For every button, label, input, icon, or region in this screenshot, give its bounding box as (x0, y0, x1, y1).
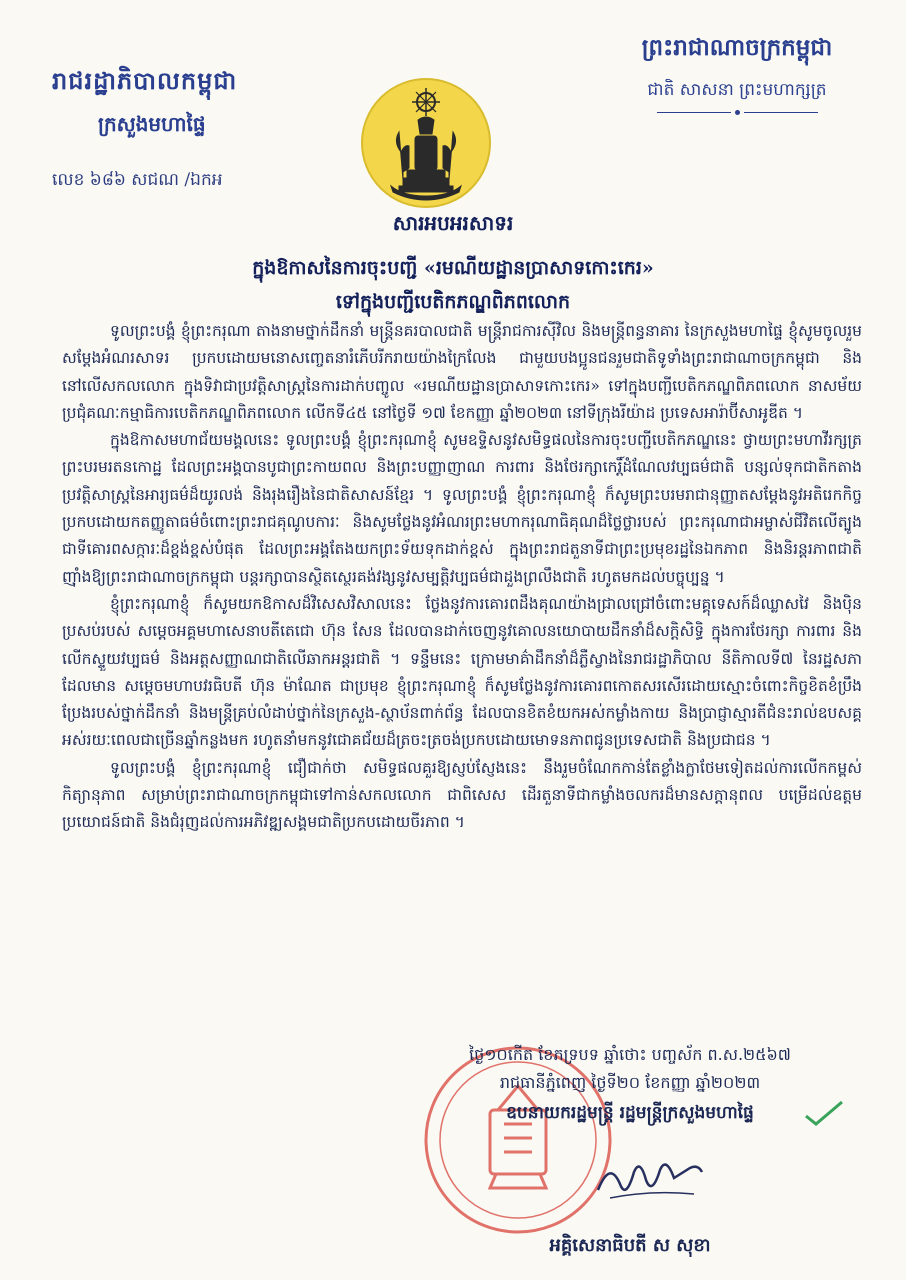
subject-line-1: ក្នុងឱកាសនៃការចុះបញ្ជី «រមណីយដ្ឋានប្រាសាទកោះកេរ» (252, 257, 654, 279)
paragraph-4: ទូលព្រះបង្គំ ខ្ញុំព្រះករុណាខ្ញុំ ជឿជាក់ថា សមិទ្ធផលគួរឱ្យស្ញប់ស្ញែងនេះ នឹងរួមចំណែកកាន់តែខ្លាំងក្លាថែមទៀតដល់ការលើកកម្ពស់កិត្យានុភាព សម្រាប់ព្រះរាជាណាចក្រកម្ពុជាទៅកាន់សកលលោក ជាពិសេស ដើរតួនាទីជាកម្លាំងចលករដ៏មានសក្តានុពល បម្រើដល់ឧត្តមប្រយោជន៍ជាតិ និងជំរុញដល់ការអភិវឌ្ឍសង្គមជាតិប្រកបដោយចីរភាព ។ (62, 758, 862, 832)
paragraph-2: ក្នុងឱកាសមហាជ័យមង្គលនេះ ទូលព្រះបង្គំ ខ្ញុំព្រះករុណាខ្ញុំ សូមឧទ្ទិសនូវសមិទ្ធផលនៃការចុះបញ្ជីបេតិកភណ្ឌនេះ ថ្វាយព្រះមហាវីរក្សត្រ ព្រះបរមរតនកោដ្ឋ ដែលព្រះអង្គបានបូជាព្រះកាយពល និងព្រះបញ្ញាញាណ ការពារ និងថែរក្សាកេរ្តិ៍ដំណែលវប្បធម៌ជាតិ បន្សល់ទុកជាតិកតាងប្រវត្តិសាស្ត្រនៃអារ្យធម៌ដ៏យូរលង់ និងរុងរឿងនៃជាតិសាសន៍ខ្មែរ ។ ទូលព្រះបង្គំ ខ្ញុំព្រះករុណាខ្ញុំ ក៏សូមព្រះបរមរាជានុញ្ញាតសម្តែងនូវអតិរេកកិច្ច ប្រកបដោយកតញ្ញូតាធម៌ចំពោះព្រះរាជគុណូបការៈ និងសូមថ្លែងនូវអំណរព្រះមហាករុណាធិគុណដ៏ថ្លៃថ្លារបស់ ព្រះករុណាជាអម្ចាស់ជីវិតលើត្បូង ជាទីគោរពសក្ការៈដ៏ខ្ពង់ខ្ពស់បំផុត ដែលព្រះអង្គតែងយកព្រះទ័យទុកដាក់ខ្ពស់ ក្នុងព្រះរាជតួនាទីជាព្រះប្រមុខរដ្ឋនៃឯកភាព និងនិរន្តរភាពជាតិ ញ៉ាំងឱ្យព្រះរាជាណាចក្រកម្ពុជា បន្តរក្សាបានស្ថិតស្ថេរគង់វង្សនូវសម្បត្តិវប្បធម៌ជាដួងព្រលឹងជាតិ រហូតមកដល់បច្ចុប្បន្ន ។ (62, 431, 862, 586)
paragraph-3: ខ្ញុំព្រះករុណាខ្ញុំ ក៏សូមយកឱកាសដ៏វិសេសវិសាលនេះ ថ្លែងនូវការគោរពដឹងគុណយ៉ាងជ្រាលជ្រៅចំពោះមគ្គុទេសក៍ដ៏ឈ្លាសវៃ និងប៉ិនប្រសប់របស់ សម្តេចអគ្គមហាសេនាបតីតេជោ ហ៊ុន សែន ដែលបានដាក់ចេញនូវគោលនយោបាយដឹកនាំដ៏សក្តិសិទ្ធិ ក្នុងការថែរក្សា ការពារ និងលើកស្ទួយវប្បធម៌ និងអត្តសញ្ញាណជាតិលើឆាកអន្តរជាតិ ។ ទន្ទឹមនេះ ក្រោមមាគ៌ាដឹកនាំដ៏ភ្លឺស្វាងនៃរាជរដ្ឋាភិបាល នីតិកាលទី៧ នៃរដ្ឋសភា ដែលមាន សម្តេចមហាបវរធិបតី ហ៊ុន ម៉ាណែត ជាប្រមុខ ខ្ញុំព្រះករុណាខ្ញុំ ក៏សូមថ្លែងនូវការគោរពកោតសរសើរដោយស្មោះចំពោះកិច្ចខិតខំប្រឹងប្រែងរបស់ថ្នាក់ដឹកនាំ និងមន្ត្រីគ្រប់លំដាប់ថ្នាក់នៃក្រសួង-ស្ថាប័នពាក់ព័ន្ធ ដែលបានខិតខំយកអស់កម្លាំងកាយ និងប្រាជ្ញាស្មារតីជំនះរាល់ឧបសគ្គ អស់រយៈពេលជាច្រើនឆ្នាំកន្លងមក រហូតនាំមកនូវជោគជ័យដ៏ត្រចះត្រចង់ប្រកបដោយមោទនភាពជូនប្រទេសជាតិ និងប្រជាជន ។ (62, 594, 862, 750)
signer-name: អគ្គិសេនាធិបតី ស សុខា (549, 1235, 711, 1256)
signature-icon (590, 1150, 710, 1210)
royal-emblem-icon (361, 78, 491, 208)
left-header (52, 66, 352, 194)
green-check-icon (802, 1098, 846, 1128)
subject-line-2: ទៅក្នុងបញ្ជីបេតិកភណ្ឌពិភពលោក (335, 291, 571, 313)
solar-date: រាជធានីភ្នំពេញ ថ្ងៃទី២០ ខែកញ្ញា ឆ្នាំ២០២៣ (499, 1073, 761, 1092)
ministry-name: ក្រសួងមហាផ្ទៃ (98, 112, 206, 136)
reference-number: លេខ ៦៨៦ សជណ /ឯកអ (52, 170, 223, 190)
national-motto: ជាតិ សាសនា ព្រះមហាក្សត្រ (647, 80, 827, 100)
document-type: សារអបអរសាទរ (392, 211, 514, 235)
signer-title: ឧបនាយករដ្ឋមន្ត្រី រដ្ឋមន្ត្រីក្រសួងមហាផ្ទៃ (506, 1103, 754, 1123)
letter-body (62, 318, 862, 837)
paragraph-1: ទូលព្រះបង្គំ ខ្ញុំព្រះករុណា តាងនាមថ្នាក់ដឹកនាំ មន្ត្រីនគរបាលជាតិ មន្ត្រីរាជការស៊ីវិល និងមន្ត្រីពន្ធនាគារ នៃក្រសួងមហាផ្ទៃ ខ្ញុំសូមចូលរួមសម្តែងអំណរសាទរ ប្រកបដោយមនោសញ្ចេតនារំភើបរីករាយយ៉ាងក្រៃលែង ជាមួយបងប្អូនជនរួមជាតិទូទាំងព្រះរាជាណាចក្រកម្ពុជា និងនៅលើសកលលោក ក្នុងទិវាជាប្រវត្តិសាស្ត្រនៃការដាក់បញ្ចូល «រមណីយដ្ឋានប្រាសាទកោះកេរ» ទៅក្នុងបញ្ជីបេតិកភណ្ឌពិភពលោក នាសម័យប្រជុំគណៈកម្មាធិការបេតិកភណ្ឌពិភពលោក លើកទី៤៥ នៅថ្ងៃទី ១៧ ខែកញ្ញា ឆ្នាំ២០២៣ នៅទីក្រុងរីយ៉ាដ ប្រទេសអារ៉ាប៊ីសាអូឌីត ។ (62, 322, 862, 422)
right-header (592, 34, 882, 115)
lunar-date: ថ្ងៃ១០កើត ខែភទ្របទ ឆ្នាំថោះ បញ្ចស័ក ព.ស.២៥៦៧ (469, 1045, 791, 1064)
motto-ornament (592, 110, 882, 115)
title-block (0, 210, 906, 318)
government-name: រាជរដ្ឋាភិបាលកម្ពុជា (52, 66, 238, 95)
kingdom-name: ព្រះរាជាណាចក្រកម្ពុជា (641, 34, 833, 61)
